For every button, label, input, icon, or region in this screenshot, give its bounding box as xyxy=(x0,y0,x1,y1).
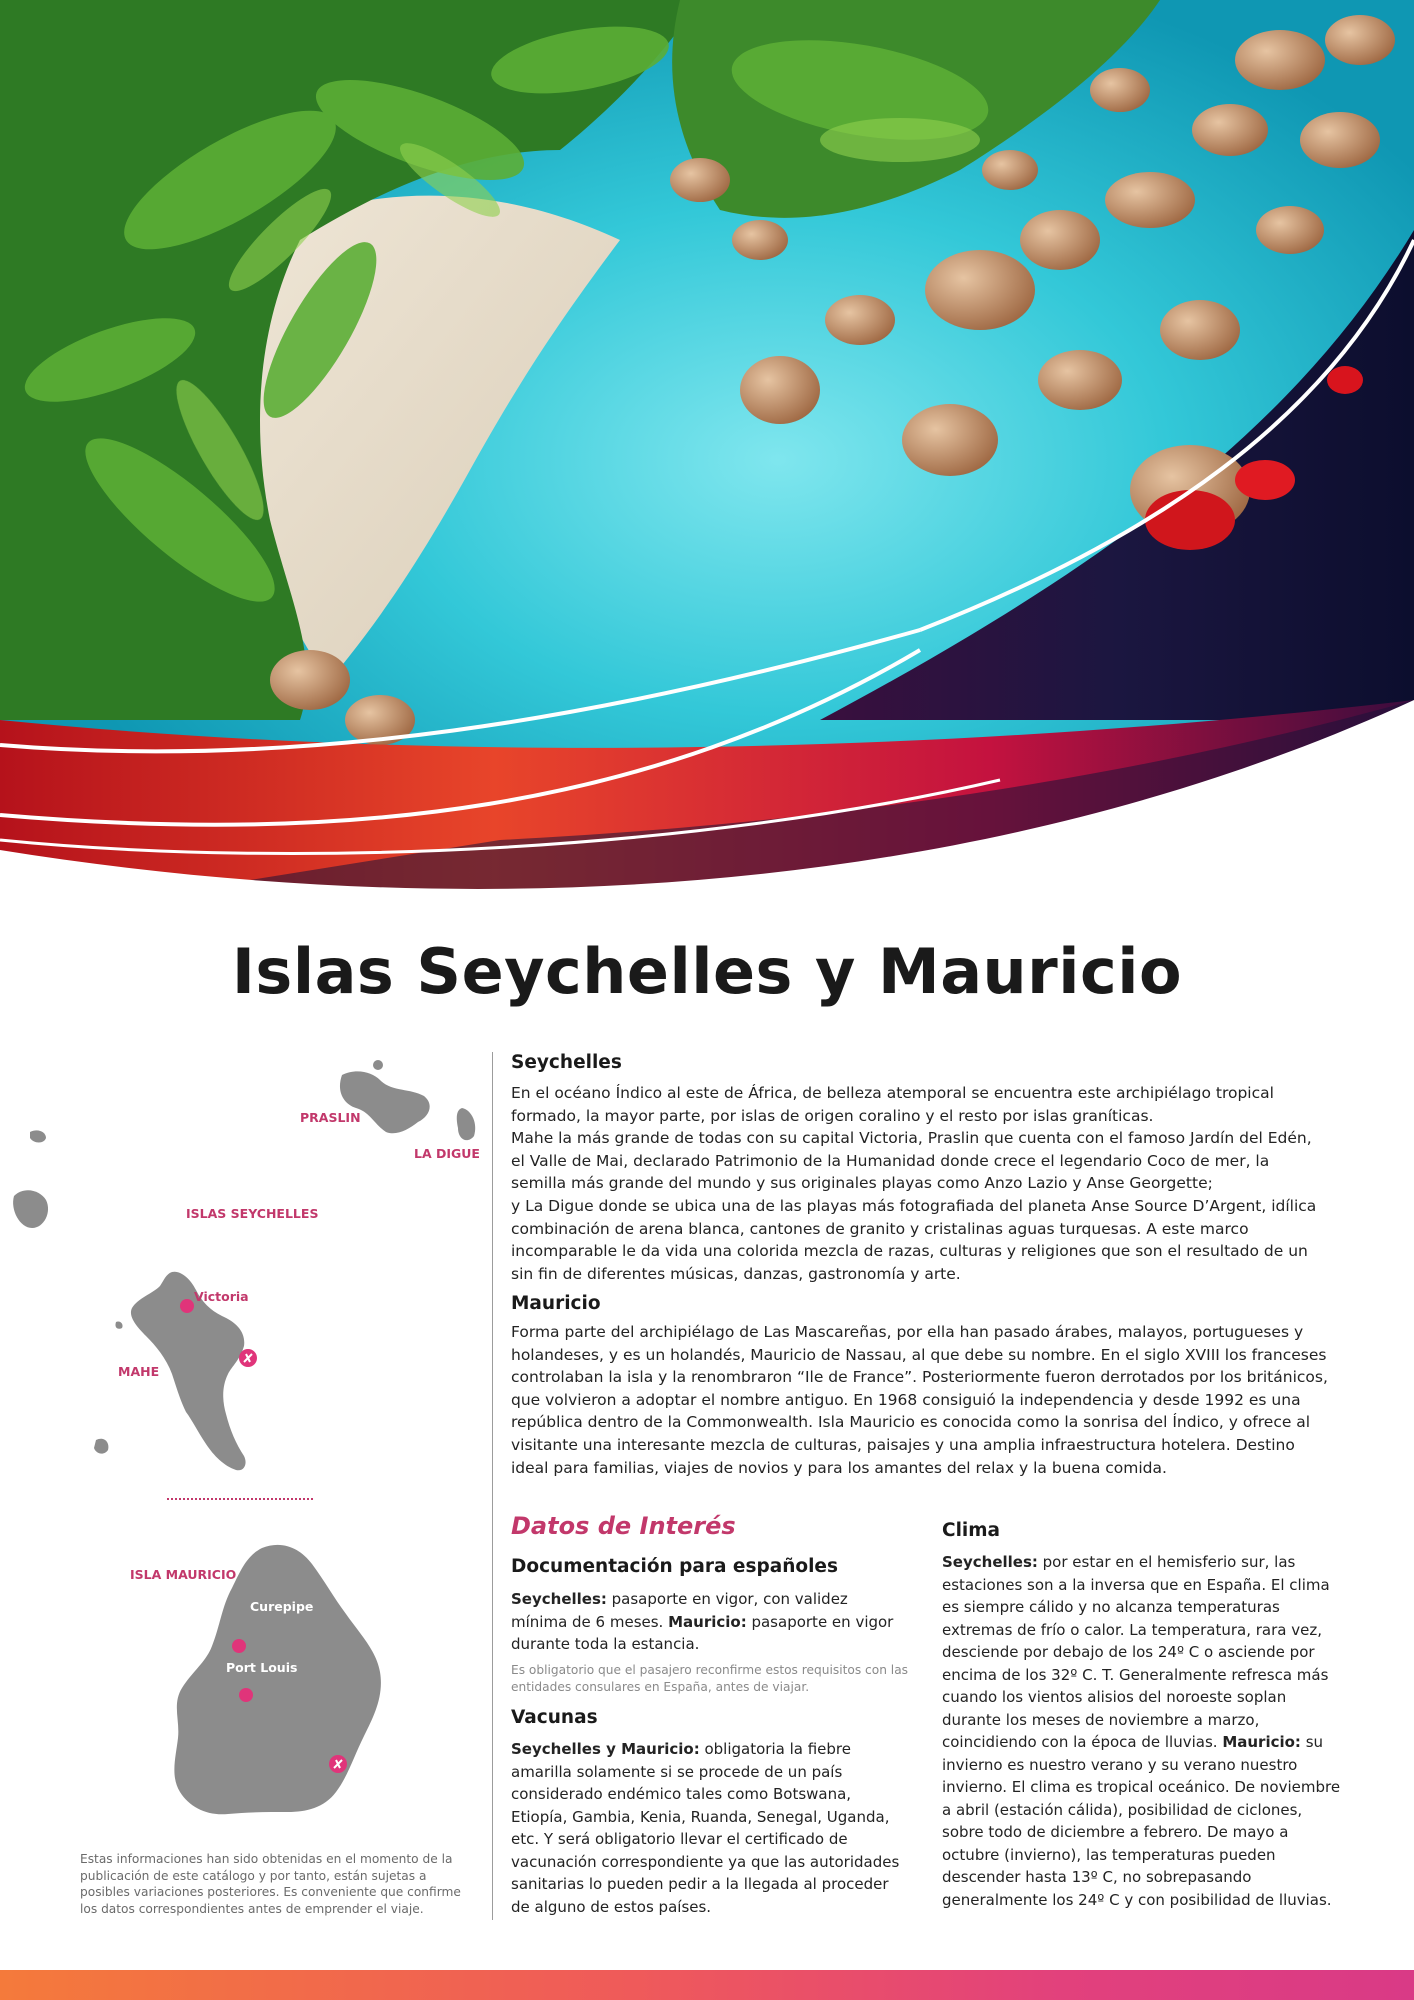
curepipe-pin xyxy=(232,1639,246,1653)
seychelles-paragraph-2: Mahe la más grande de todas con su capital Victoria, Praslin que cuenta con el famoso Jardín del Edén, el Valle de Mai, declarado Patrimonio de la Humanidad donde crece el legendario Coco de mer, la semilla más grande del mundo y sus originales playas como Anzo Lazio y Anse Georgette; xyxy=(511,1129,1312,1193)
documentacion-note: Es obligatorio que el pasajero reconfirme estos requisitos con las entidades consulares en España, antes de viajar. xyxy=(511,1663,909,1694)
documentacion-seychelles-text: pasaporte en vigor, con validez mínima de 6 meses. xyxy=(511,1590,848,1631)
islands-map xyxy=(0,1040,490,1940)
documentacion-mauricio-text: pasaporte en vigor durante toda la estancia. xyxy=(511,1612,894,1653)
hero-photo-illustration xyxy=(0,0,1414,920)
seychelles-heading: Seychelles xyxy=(511,1052,622,1073)
seychelles-description xyxy=(511,1082,1321,1285)
map-label-curepipe: Curepipe xyxy=(250,1599,314,1614)
mauricio-airport-marker xyxy=(329,1755,347,1773)
map-label-la-digue: LA DIGUE xyxy=(414,1146,480,1161)
clima-text xyxy=(942,1551,1347,1911)
vacunas-heading: Vacunas xyxy=(511,1707,598,1728)
maps-panel xyxy=(0,1040,490,1940)
seychelles-paragraph-3: y La Digue donde se ubica una de las playas más fotografiada del planeta Anse Source D’Argent, idílica combinación de arena blanca, cantones de granito y cristalinas aguas turquesas. A este marco incomparable le da vida una colorida mezcla de razas, culturas y religiones que son el resultado de un sin fin de diferentes músicas, danzas, gastronomía y arte. xyxy=(511,1196,1317,1283)
datos-de-interes-heading: Datos de Interés xyxy=(511,1512,736,1540)
seychelles-paragraph-1: En el océano Índico al este de África, de belleza atemporal se encuentra este archipiélago tropical formado, la mayor parte, por islas de origen coralino y el resto por islas graníticas. xyxy=(511,1084,1274,1125)
map-label-praslin: PRASLIN xyxy=(300,1110,361,1125)
footer-gradient-bar xyxy=(0,1970,1414,2000)
la-digue-island-shape xyxy=(457,1108,475,1140)
disclaimer-text: Estas informaciones han sido obtenidas en el momento de la publicación de este catálogo y por tanto, están sujetas a posibles variaciones posteriores. Es conveniente que confirme los datos correspondientes antes de emprender el viaje. xyxy=(80,1852,461,1916)
clima-seychelles-label: Seychelles: xyxy=(942,1553,1038,1571)
documentacion-heading: Documentación para españoles xyxy=(511,1556,838,1577)
map-label-islas-seychelles: ISLAS SEYCHELLES xyxy=(186,1206,319,1221)
mauricio-description xyxy=(511,1321,1336,1479)
vacunas-label: Seychelles y Mauricio: xyxy=(511,1740,700,1758)
mauricio-paragraph-1: Forma parte del archipiélago de Las Mascareñas, por ella han pasado árabes, malayos, portugueses y holandeses, y es un holandés, Mauricio de Nassau, al que debe su nombre. En el siglo XVIII los franceses controlaban la isla y la renombraron “Ile de France”. Posteriormente fueron derrotados por los británicos, que volvieron a adoptar el nombre antiguo. En 1968 consiguió la independencia y desde 1992 es una república dentro de la Commonwealth. Isla Mauricio es conocida como la sonrisa del Índico, y ofrece al visitante una interesante mezcla de culturas, paisajes y una amplia infraestructura hotelera. Destino ideal para familias, viajes de novios y para los amantes del relax y la buena comida. xyxy=(511,1323,1328,1477)
mauricio-island-shape xyxy=(174,1545,381,1814)
victoria-pin xyxy=(180,1299,194,1313)
mauricio-heading: Mauricio xyxy=(511,1293,601,1314)
hero-image xyxy=(0,0,1414,920)
port-louis-pin xyxy=(239,1688,253,1702)
clima-heading: Clima xyxy=(942,1520,1001,1541)
map-label-victoria: Victoria xyxy=(194,1289,249,1304)
clima-mauricio-text: su invierno es nuestro verano y su verano nuestro invierno. El clima es tropical oceánico. De noviembre a abril (estación cálida), posibilidad de ciclones, sobre todo de diciembre a febrero. De mayo a octubre (invierno), las temperaturas pueden descender hasta 13º C, no sobrepasando generalmente los 24º C y con posibilidad de lluvias. xyxy=(942,1733,1341,1909)
vacunas-text xyxy=(511,1738,906,1918)
map-label-isla-mauricio: ISLA MAURICIO xyxy=(130,1567,237,1582)
documentacion-seychelles-label: Seychelles: xyxy=(511,1590,607,1608)
clima-mauricio-label: Mauricio: xyxy=(1222,1733,1301,1751)
map-separator xyxy=(167,1498,313,1500)
column-divider xyxy=(492,1052,493,1920)
documentacion-text xyxy=(511,1588,906,1656)
map-label-port-louis: Port Louis xyxy=(226,1660,298,1675)
clima-seychelles-text: por estar en el hemisferio sur, las estaciones son a la inversa que en España. El clima es siempre cálido y no alcanza temperaturas extremas de frío o calor. La temperatura, rara vez, desciende por debajo de los 24º C o asciende por encima de los 32º C. T. Generalmente refresca más cuando los vientos alisios del noroeste soplan durante los meses de noviembre a marzo, coincidiendo con la época de lluvias. xyxy=(942,1553,1330,1751)
map-label-mahe: MAHE xyxy=(118,1364,160,1379)
documentacion-mauricio-label: Mauricio: xyxy=(668,1612,747,1631)
mahe-airport-marker xyxy=(239,1349,257,1367)
vacunas-body: obligatoria la fiebre amarilla solamente si se procede de un país considerado endémico tales como Botswana, Etiopía, Gambia, Kenia, Ruanda, Senegal, Uganda, etc. Y será obligatorio llevar el certificado de vacunación correspondiente ya que las autoridades sanitarias lo pueden pedir a la llegada al proceder de alguno de estos países. xyxy=(511,1740,900,1916)
page-title: Islas Seychelles y Mauricio xyxy=(231,935,1183,1008)
